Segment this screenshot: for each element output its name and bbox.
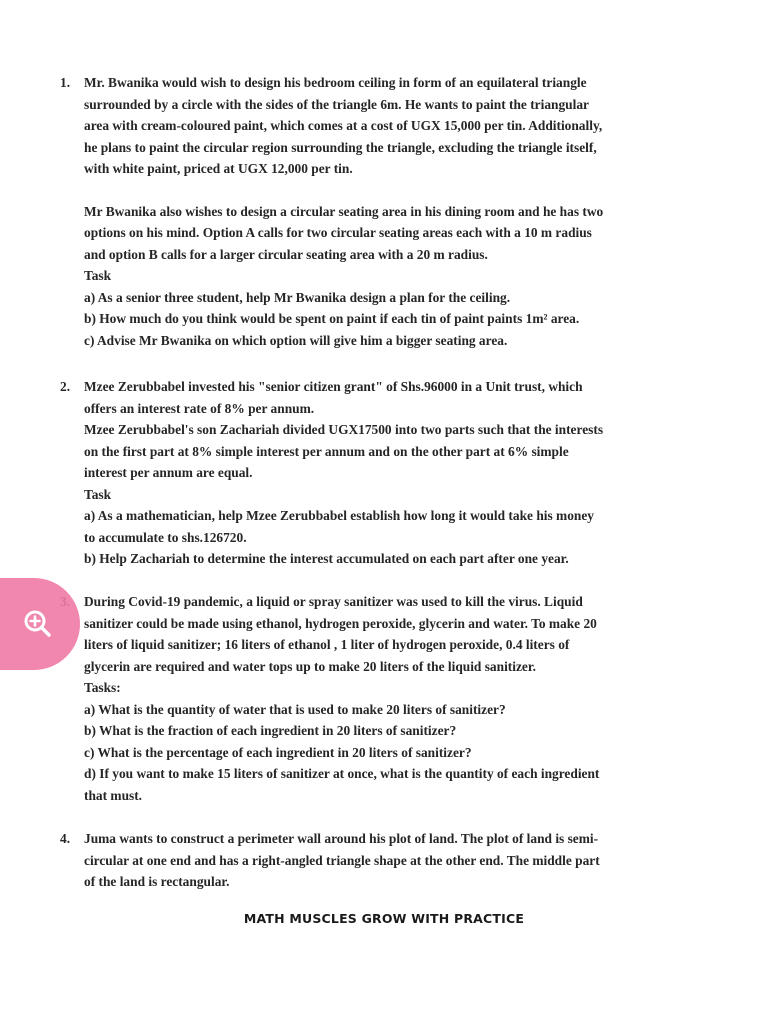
text-line: surrounded by a circle with the sides of the triangle 6m. He wants to paint the triangular [84, 96, 589, 112]
footer-slogan: MATH MUSCLES GROW WITH PRACTICE [243, 911, 525, 926]
text-line: offers an interest rate of 8% per annum. [84, 400, 315, 416]
task-item: a) What is the quantity of water that is used to make 20 liters of sanitizer? [84, 701, 506, 717]
task-item: d) If you want to make 15 liters of sanitizer at once, what is the quantity of each ingredient [84, 766, 600, 781]
text-line: on the first part at 8% simple interest per annum and on the other part at 6% simple [84, 443, 569, 459]
question-2 [60, 376, 750, 570]
text-line: and option B calls for a larger circular seating area with a 20 m radius. [84, 246, 488, 262]
question-number: 1. [60, 75, 71, 90]
task-item: a) As a mathematician, help Mzee Zerubbabel establish how long it would take his money [84, 508, 594, 523]
question-body [84, 591, 750, 806]
text-line: Mzee Zerubbabel's son Zachariah divided UGX17500 into two parts such that the interests [84, 422, 604, 437]
text-line: glycerin are required and water tops up to make 20 liters of the liquid sanitizer. [84, 658, 536, 674]
text-line: interest per annum are equal. [84, 465, 253, 480]
question-body [84, 376, 750, 570]
text-line: liters of liquid sanitizer; 16 liters of ethanol , 1 liter of hydrogen peroxide, 0.4 liters of [84, 637, 570, 652]
question-number: 2. [60, 379, 71, 394]
text-line: Mzee Zerubbabel invested his "senior citizen grant" of Shs.96000 in a Unit trust, which [84, 379, 583, 394]
text-line: Mr Bwanika also wishes to design a circular seating area in his dining room and he has two [84, 203, 604, 219]
task-heading: Task [84, 268, 112, 283]
task-item: b) Help Zachariah to determine the interest accumulated on each part after one year. [84, 551, 569, 566]
text-line: he plans to paint the circular region surrounding the triangle, excluding the triangle itself, [84, 139, 597, 155]
task-item: c) What is the percentage of each ingredient in 20 liters of sanitizer? [84, 744, 472, 760]
text-line: Juma wants to construct a perimeter wall around his plot of land. The plot of land is semi- [84, 831, 599, 846]
text-line: area with cream-coloured paint, which comes at a cost of UGX 15,000 per tin. Additionally, [84, 118, 603, 133]
task-heading: Tasks: [84, 680, 121, 695]
text-line: options on his mind. Option A calls for two circular seating areas each with a 10 m radius [84, 225, 592, 240]
task-item: b) How much do you think would be spent on paint if each tin of paint paints 1m² area. [84, 311, 580, 326]
text-line: with white paint, priced at UGX 12,000 per tin. [84, 161, 353, 176]
question-4 [60, 828, 750, 893]
text-line: of the land is rectangular. [84, 874, 230, 889]
task-item: c) Advise Mr Bwanika on which option will give him a bigger seating area. [84, 332, 508, 348]
question-3 [60, 591, 750, 806]
task-heading: Task [84, 486, 112, 502]
text-line: that must. [84, 787, 143, 803]
text-line: circular at one end and has a right-angled triangle shape at the other end. The middle part [84, 852, 600, 868]
question-body [84, 828, 750, 893]
task-item: a) As a senior three student, help Mr Bwanika design a plan for the ceiling. [84, 289, 511, 305]
question-number: 4. [60, 831, 71, 846]
text-line: sanitizer could be made using ethanol, hydrogen peroxide, glycerin and water. To make 20 [84, 615, 597, 631]
task-item: to accumulate to shs.126720. [84, 529, 247, 545]
text-line: During Covid-19 pandemic, a liquid or spray sanitizer was used to kill the virus. Liquid [84, 594, 583, 609]
task-item: b) What is the fraction of each ingredient in 20 liters of sanitizer? [84, 723, 457, 738]
text-line: Mr. Bwanika would wish to design his bedroom ceiling in form of an equilateral triangle [84, 75, 587, 90]
question-1 [60, 72, 750, 351]
zoom-in-icon [10, 596, 66, 652]
question-body [84, 72, 750, 351]
